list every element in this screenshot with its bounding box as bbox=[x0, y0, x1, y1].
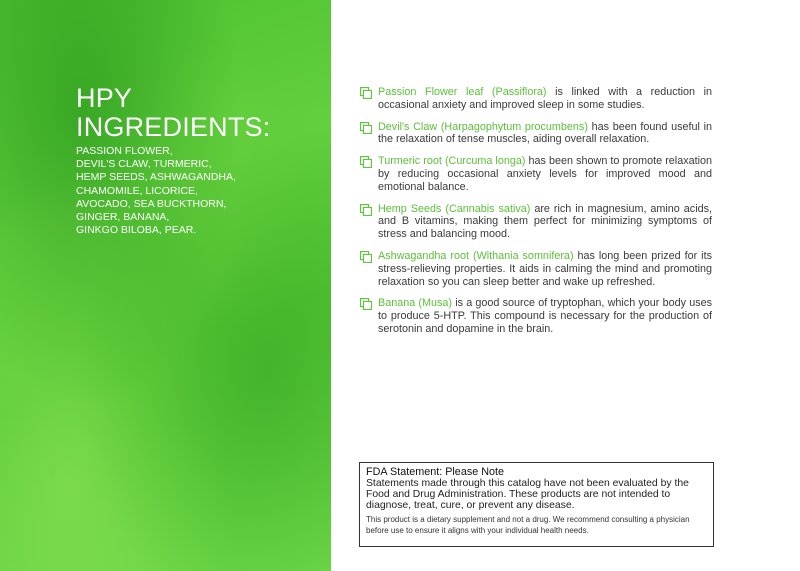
copy-icon bbox=[360, 298, 372, 310]
ingredient-item bbox=[360, 203, 712, 241]
summary-line: PASSION FLOWER, bbox=[76, 145, 173, 157]
copy-icon bbox=[360, 204, 372, 216]
ingredient-text bbox=[378, 121, 712, 147]
heading-line-2: INGREDIENTS: bbox=[76, 112, 271, 142]
ingredient-description: has been shown to promote relaxation by reducing occasional anxiety levels for improved mood and emotional balance. bbox=[378, 155, 713, 193]
green-panel bbox=[0, 0, 331, 571]
fda-statement-box bbox=[359, 462, 714, 547]
ingredient-text bbox=[378, 297, 712, 335]
ingredient-description: has been found useful in the relaxation of tense muscles, aiding overall relaxation. bbox=[378, 120, 712, 146]
summary-line: CHAMOMILE, LICORICE, bbox=[76, 184, 198, 197]
ingredient-description: is linked with a reduction in occasional anxiety and improved sleep in some studies. bbox=[378, 86, 712, 111]
ingredient-name: Ashwagandha root (Withania somnifera) bbox=[378, 249, 574, 262]
ingredient-name: Devil's Claw (Harpagophytum procumbens) bbox=[378, 120, 588, 133]
copy-icon bbox=[360, 156, 372, 168]
ingredient-text bbox=[378, 250, 712, 288]
ingredient-descriptions bbox=[360, 86, 712, 345]
ingredient-item bbox=[360, 155, 712, 193]
heading-line-1: HPY bbox=[76, 83, 133, 113]
summary-line: GINGER, BANANA, bbox=[76, 211, 170, 224]
ingredients-heading bbox=[76, 84, 270, 142]
ingredient-name: Passion Flower leaf (Passiflora) bbox=[378, 86, 547, 98]
summary-line: GINKGO BILOBA, PEAR. bbox=[76, 224, 197, 237]
ingredient-description: is a good source of tryptophan, which your body uses to produce 5-HTP. This compound is necessary for the production of serotonin and dopamine in the brain. bbox=[378, 297, 712, 335]
ingredient-description: are rich in magnesium, amino acids, and B vitamins, making them perfect for minimizing symptoms of stress and balancing mood. bbox=[378, 202, 712, 241]
copy-icon bbox=[360, 122, 372, 134]
copy-icon bbox=[360, 251, 372, 263]
fda-title: FDA Statement: Please Note bbox=[366, 466, 505, 478]
ingredient-text bbox=[378, 203, 712, 241]
ingredient-item bbox=[360, 86, 712, 112]
ingredient-item bbox=[360, 121, 712, 147]
ingredient-summary-list bbox=[76, 145, 316, 237]
summary-line: HEMP SEEDS, ASHWAGANDHA, bbox=[76, 171, 236, 184]
ingredient-item bbox=[360, 297, 712, 335]
ingredient-description: has long been prized for its stress-relieving properties. It aids in calming the mind and promoting relaxation so you can sleep better and wake up refreshed. bbox=[378, 249, 712, 288]
ingredient-name: Hemp Seeds (Cannabis sativa) bbox=[378, 202, 531, 215]
ingredient-name: Turmeric root (Curcuma longa) bbox=[378, 155, 526, 168]
fda-note: This product is a dietary supplement and not a drug. We recommend consulting a physician before use to ensure it aligns with your individual health needs. bbox=[366, 515, 690, 535]
ingredient-text bbox=[378, 155, 712, 193]
summary-line: AVOCADO, SEA BUCKTHORN, bbox=[76, 197, 227, 210]
summary-line: DEVIL'S CLAW, TURMERIC, bbox=[76, 158, 212, 171]
ingredient-text bbox=[378, 86, 712, 112]
copy-icon bbox=[360, 87, 372, 99]
ingredient-item bbox=[360, 250, 712, 288]
fda-body: Statements made through this catalog have not been evaluated by the Food and Drug Administration. These products are not intended to diagnose, treat, cure, or prevent any disease. bbox=[366, 478, 689, 511]
ingredient-name: Banana (Musa) bbox=[378, 297, 453, 310]
